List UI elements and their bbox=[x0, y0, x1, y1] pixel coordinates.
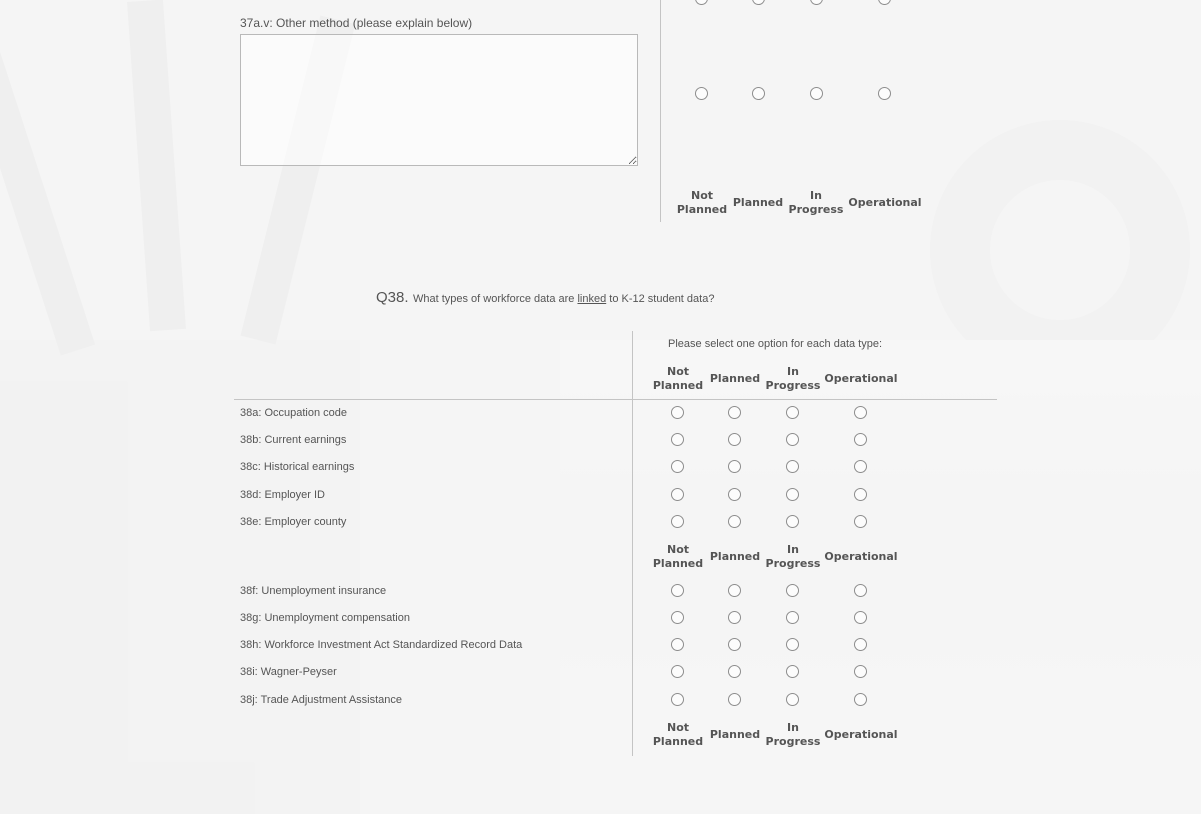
q38-row-radio-operational[interactable] bbox=[854, 460, 867, 473]
q38-row-radio-operational[interactable] bbox=[854, 638, 867, 651]
q38-row-radio-planned[interactable] bbox=[728, 638, 741, 651]
q38-row-radio-not-planned[interactable] bbox=[671, 584, 684, 597]
q38-row-radio-planned[interactable] bbox=[728, 515, 741, 528]
q38-col-operational-header: Operational bbox=[824, 728, 898, 741]
q37-other-radio-in-progress[interactable] bbox=[810, 87, 823, 100]
q38-row-radio-operational[interactable] bbox=[854, 515, 867, 528]
q38-col-in-progress-header: In Progress bbox=[765, 543, 821, 570]
q38-row-label: 38c: Historical earnings bbox=[240, 461, 355, 473]
q38-row-radio-operational[interactable] bbox=[854, 584, 867, 597]
q37-col-not-planned: Not Planned bbox=[676, 189, 728, 216]
q38-header-rule bbox=[234, 399, 997, 400]
q38-row-radio-not-planned[interactable] bbox=[671, 638, 684, 651]
q38-row-radio-not-planned[interactable] bbox=[671, 460, 684, 473]
q38-row-radio-not-planned[interactable] bbox=[671, 665, 684, 678]
q38-number: Q38. bbox=[376, 289, 409, 306]
q38-row-radio-in-progress[interactable] bbox=[786, 460, 799, 473]
q38-row-label: 38f: Unemployment insurance bbox=[240, 585, 387, 597]
q38-text-after: to K-12 student data? bbox=[606, 293, 715, 305]
q37-other-radio-not-planned[interactable] bbox=[695, 87, 708, 100]
q38-row-radio-not-planned[interactable] bbox=[671, 488, 684, 501]
q38-row-label: 38h: Workforce Investment Act Standardized Record Data bbox=[240, 639, 523, 651]
q37-divider bbox=[660, 0, 661, 222]
q38-row-radio-in-progress[interactable] bbox=[786, 693, 799, 706]
q38-col-planned-header: Planned bbox=[709, 372, 761, 385]
q38-row-radio-operational[interactable] bbox=[854, 488, 867, 501]
q38-col-not-planned-header: Not Planned bbox=[652, 543, 704, 570]
q38-text-before: What types of workforce data are bbox=[412, 293, 578, 305]
q38-row-radio-in-progress[interactable] bbox=[786, 638, 799, 651]
q37-other-label: 37a.v: Other method (please explain below) bbox=[240, 16, 473, 30]
q38-row-radio-operational[interactable] bbox=[854, 611, 867, 624]
q38-row-radio-planned[interactable] bbox=[728, 584, 741, 597]
q38-row-radio-in-progress[interactable] bbox=[786, 515, 799, 528]
q37-other-radio-operational[interactable] bbox=[878, 87, 891, 100]
q38-row-radio-in-progress[interactable] bbox=[786, 488, 799, 501]
q38-row-radio-in-progress[interactable] bbox=[786, 665, 799, 678]
q38-row-label: 38e: Employer county bbox=[240, 516, 347, 528]
q38-row-radio-operational[interactable] bbox=[854, 665, 867, 678]
q38-row-label: 38a: Occupation code bbox=[240, 407, 348, 419]
q37-col-planned: Planned bbox=[732, 196, 784, 209]
q38-row-radio-not-planned[interactable] bbox=[671, 693, 684, 706]
q38-divider bbox=[632, 331, 633, 756]
q38-row-radio-operational[interactable] bbox=[854, 406, 867, 419]
q38-col-planned-header: Planned bbox=[709, 550, 761, 563]
q38-row-radio-not-planned[interactable] bbox=[671, 406, 684, 419]
q38-col-operational-header: Operational bbox=[824, 372, 898, 385]
q38-row-radio-planned[interactable] bbox=[728, 460, 741, 473]
q38-col-in-progress-header: In Progress bbox=[765, 365, 821, 392]
q38-question bbox=[376, 289, 714, 307]
q38-row-radio-planned[interactable] bbox=[728, 488, 741, 501]
q37-other-radio-planned[interactable] bbox=[752, 87, 765, 100]
q38-row-radio-in-progress[interactable] bbox=[786, 584, 799, 597]
q38-row-radio-planned[interactable] bbox=[728, 665, 741, 678]
q38-row-radio-in-progress[interactable] bbox=[786, 433, 799, 446]
q38-row-radio-operational[interactable] bbox=[854, 433, 867, 446]
q38-row-radio-not-planned[interactable] bbox=[671, 515, 684, 528]
q38-col-in-progress-header: In Progress bbox=[765, 721, 821, 748]
q38-row-radio-planned[interactable] bbox=[728, 611, 741, 624]
q38-row-label: 38g: Unemployment compensation bbox=[240, 612, 410, 624]
q38-row-radio-operational[interactable] bbox=[854, 693, 867, 706]
q38-row-radio-in-progress[interactable] bbox=[786, 406, 799, 419]
q38-col-operational-header: Operational bbox=[824, 550, 898, 563]
q38-row-radio-planned[interactable] bbox=[728, 693, 741, 706]
q37-col-operational: Operational bbox=[848, 196, 922, 209]
q38-row-radio-planned[interactable] bbox=[728, 433, 741, 446]
q38-row-label: 38d: Employer ID bbox=[240, 489, 325, 501]
q38-row-label: 38i: Wagner-Peyser bbox=[240, 666, 337, 678]
q37-other-textarea[interactable] bbox=[240, 34, 638, 166]
q38-linked-term[interactable]: linked bbox=[577, 293, 607, 305]
q38-row-label: 38b: Current earnings bbox=[240, 434, 347, 446]
q38-row-radio-in-progress[interactable] bbox=[786, 611, 799, 624]
q38-col-planned-header: Planned bbox=[709, 728, 761, 741]
q37-col-in-progress: In Progress bbox=[788, 189, 844, 216]
q38-instruction: Please select one option for each data type: bbox=[668, 338, 883, 350]
q38-row-label: 38j: Trade Adjustment Assistance bbox=[240, 694, 403, 706]
q38-row-radio-planned[interactable] bbox=[728, 406, 741, 419]
q38-col-not-planned-header: Not Planned bbox=[652, 721, 704, 748]
q38-row-radio-not-planned[interactable] bbox=[671, 611, 684, 624]
q38-col-not-planned-header: Not Planned bbox=[652, 365, 704, 392]
q38-row-radio-not-planned[interactable] bbox=[671, 433, 684, 446]
